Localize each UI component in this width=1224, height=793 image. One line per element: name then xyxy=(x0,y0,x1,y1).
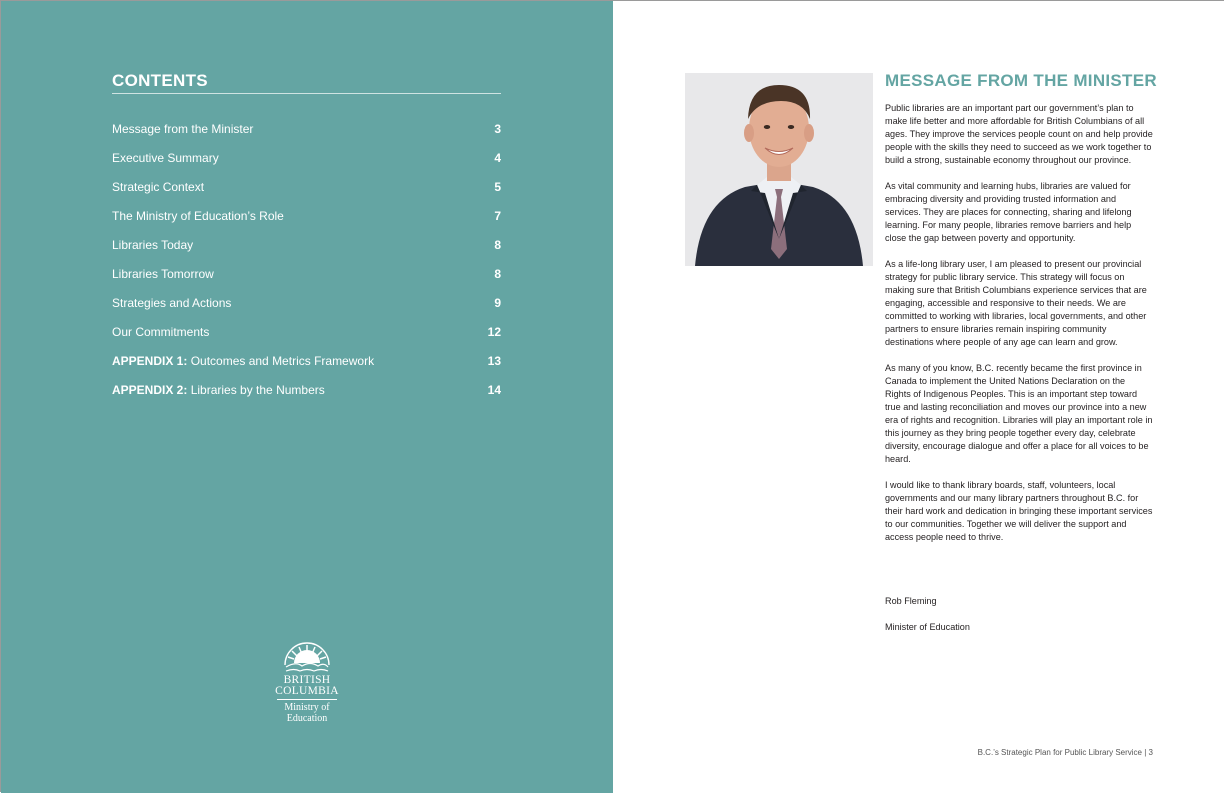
footer-page-number: 3 xyxy=(1148,748,1153,757)
contents-item-page: 8 xyxy=(494,267,501,281)
message-title: MESSAGE FROM THE MINISTER xyxy=(885,71,1157,90)
footer-document-title: B.C.’s Strategic Plan for Public Library Service xyxy=(977,748,1142,757)
contents-item-label: Libraries Today xyxy=(112,238,194,252)
contents-item[interactable] xyxy=(112,237,501,266)
contents-title: CONTENTS xyxy=(112,71,501,94)
contents-item-page: 12 xyxy=(487,325,501,339)
contents-item[interactable] xyxy=(112,382,501,411)
contents-item[interactable] xyxy=(112,121,501,150)
contents-item[interactable] xyxy=(112,295,501,324)
contents-item-page: 8 xyxy=(494,238,501,252)
contents-item[interactable] xyxy=(112,324,501,353)
contents-item-page: 7 xyxy=(494,209,501,223)
logo-line-british: BRITISH xyxy=(283,674,331,686)
contents-item-page: 9 xyxy=(494,296,501,310)
contents-item[interactable] xyxy=(112,179,501,208)
contents-item-page: 14 xyxy=(487,383,501,397)
message-paragraph: As a life-long library user, I am pleased to present our provincial strategy for public library service. This strategy will focus on making sure that British Columbians experience services that are engaging, accessible and responsive to their needs. We are committed to working with libraries, local governments, and other partners to ensure libraries remain inspiring community destinations where people of any age can learn and grow. xyxy=(885,259,1147,347)
contents-item-label: The Ministry of Education’s Role xyxy=(112,209,284,223)
contents-item-label: Message from the Minister xyxy=(112,122,254,136)
page-footer xyxy=(978,748,1153,757)
logo-line-education: Education xyxy=(286,713,328,724)
portrait-image xyxy=(685,73,873,266)
signature-name: Rob Fleming xyxy=(885,596,937,606)
contents-item-page: 4 xyxy=(494,151,501,165)
contents-item[interactable] xyxy=(112,150,501,179)
contents-list xyxy=(112,121,501,411)
contents-item[interactable] xyxy=(112,266,501,295)
contents-item-page: 3 xyxy=(494,122,501,136)
logo-line-columbia: COLUMBIA xyxy=(275,685,339,697)
minister-photo xyxy=(685,73,873,266)
bc-ministry-logo xyxy=(273,639,341,724)
contents-item-label: Executive Summary xyxy=(112,151,219,165)
sun-mountains-icon xyxy=(280,639,334,675)
message-body xyxy=(885,102,1153,557)
signature-role: Minister of Education xyxy=(885,622,970,632)
contents-item[interactable] xyxy=(112,353,501,382)
contents-item-label: Strategies and Actions xyxy=(112,296,232,310)
contents-item-label: APPENDIX 1: Outcomes and Metrics Framework xyxy=(112,354,375,368)
contents-item-page: 13 xyxy=(487,354,501,368)
contents-item-label: APPENDIX 2: Libraries by the Numbers xyxy=(112,383,325,397)
contents-item-label: Our Commitments xyxy=(112,325,210,339)
message-paragraph: Public libraries are an important part our government’s plan to make life better and more affordable for British Columbians of all ages. They improve the services people count on and help provide people with the skills they need to succeed as we work together to build a strong, sustainable economy throughout our province. xyxy=(885,103,1153,165)
contents-item-label: Libraries Tomorrow xyxy=(112,267,214,281)
message-paragraph: I would like to thank library boards, staff, volunteers, local governments and our many library partners throughout B.C. for their hard work and dedication in bringing these important services to our communities. Together we will deliver the support and access people need to thrive. xyxy=(885,480,1153,542)
minister-message-page xyxy=(613,1,1224,793)
logo-line-ministry: Ministry of xyxy=(284,702,330,713)
contents-item[interactable] xyxy=(112,208,501,237)
message-paragraph: As vital community and learning hubs, libraries are valued for embracing diversity and providing trusted information and services. They are places for connecting, sharing and lifelong learning. For many people, libraries remove barriers and help close the gap between poverty and opportunity. xyxy=(885,181,1132,243)
contents-page xyxy=(1,1,613,793)
contents-item-page: 5 xyxy=(494,180,501,194)
message-paragraph: As many of you know, B.C. recently became the first province in Canada to implement the United Nations Declaration on the Rights of Indigenous Peoples. This is an important step toward true and lasting reconciliation and moves our province into a new era of rights and recognition. Libraries will play an important role in this journey as they bring people together every day, celebrate diversity, encourage dialogue and offer a place for all voices to be heard. xyxy=(885,363,1153,464)
contents-item-label: Strategic Context xyxy=(112,180,205,194)
footer-separator: | xyxy=(1144,748,1147,757)
logo-rule xyxy=(277,699,337,700)
